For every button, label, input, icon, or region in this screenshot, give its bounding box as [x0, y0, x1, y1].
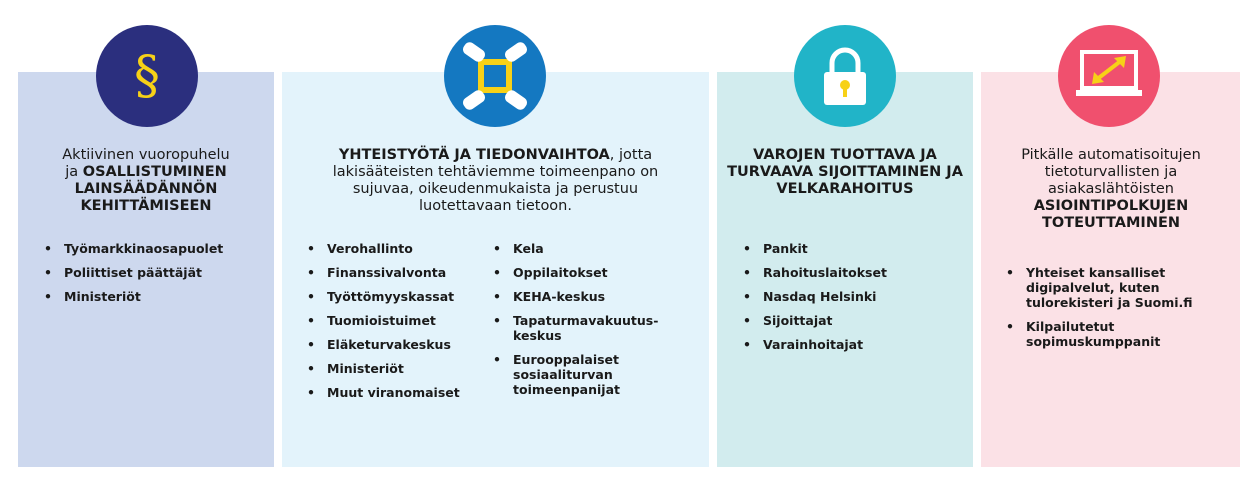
cooperation-heading — [312, 147, 679, 215]
cooperation-hands-icon — [459, 40, 531, 112]
list-item: • Tapaturmavakuutus-keskus — [493, 313, 663, 343]
list-item: • Työmarkkinaosapuolet — [44, 241, 264, 256]
investment-heading — [727, 147, 963, 198]
automation-list — [1006, 265, 1216, 358]
heading-text: Pitkälle automatisoitujen tietoturvallisten ja asiakaslähtöisten — [1021, 147, 1201, 197]
padlock-icon-circle — [794, 25, 896, 127]
list-item: • Verohallinto — [307, 241, 487, 256]
list-item: • Ministeriöt — [44, 289, 264, 304]
paragraph-icon-circle — [96, 25, 198, 127]
heading-bold: YHTEISTYÖTÄ JA TIEDONVAIHTOA — [338, 147, 610, 163]
list-item: • Muut viranomaiset — [307, 385, 487, 400]
padlock-icon — [815, 43, 875, 109]
legislation-list — [44, 241, 264, 313]
list-item: • Kilpailutetut sopimuskumppanit — [1006, 319, 1216, 349]
heading-text: ja — [65, 164, 83, 180]
list-item: • Eläketurvakeskus — [307, 337, 487, 352]
heading-text: Aktiivinen vuoropuhelu — [62, 147, 230, 163]
list-item: • Finanssivalvonta — [307, 265, 487, 280]
list-item: • Pankit — [743, 241, 963, 256]
list-item: • Työttömyyskassat — [307, 289, 487, 304]
list-item: • Oppilaitokset — [493, 265, 689, 280]
cooperation-list-right — [493, 241, 689, 406]
list-item: • Kela — [493, 241, 689, 256]
legislation-heading — [30, 147, 262, 215]
heading-bold: OSALLISTUMINEN LAINSÄÄDÄNNÖN KEHITTÄMISEEN — [74, 164, 227, 214]
list-item: • Rahoituslaitokset — [743, 265, 963, 280]
list-item: • Poliittiset päättäjät — [44, 265, 264, 280]
investment-list — [743, 241, 963, 361]
list-item: • Sijoittajat — [743, 313, 963, 328]
automation-heading — [996, 147, 1226, 232]
heading-bold: ASIOINTIPOLKUJEN TOTEUTTAMINEN — [1033, 198, 1189, 231]
cooperation-list-left — [307, 241, 487, 409]
list-item: • Varainhoitajat — [743, 337, 963, 352]
list-item: • KEHA-keskus — [493, 289, 689, 304]
list-item: • Ministeriöt — [307, 361, 487, 376]
paragraph-icon: § — [134, 46, 160, 106]
laptop-arrow-icon-circle — [1058, 25, 1160, 127]
list-item: • Tuomioistuimet — [307, 313, 487, 328]
list-item: • Yhteiset kansalliset digipalvelut, kuten tulorekisteri ja Suomi.fi — [1006, 265, 1216, 310]
list-item: • Eurooppalaiset sosiaaliturvan toimeenpanijat — [493, 352, 643, 397]
cooperation-hands-icon-circle — [444, 25, 546, 127]
list-item: • Nasdaq Helsinki — [743, 289, 963, 304]
heading-bold: VAROJEN TUOTTAVA JA TURVAAVA SIJOITTAMINEN JA VELKARAHOITUS — [727, 147, 963, 197]
heading-text: , jotta lakisääteisten tehtäviemme toimeenpano on sujuvaa, oikeudenmukaista ja perustuu luotettavaan tietoon. — [332, 147, 659, 214]
laptop-arrow-icon — [1074, 48, 1144, 104]
